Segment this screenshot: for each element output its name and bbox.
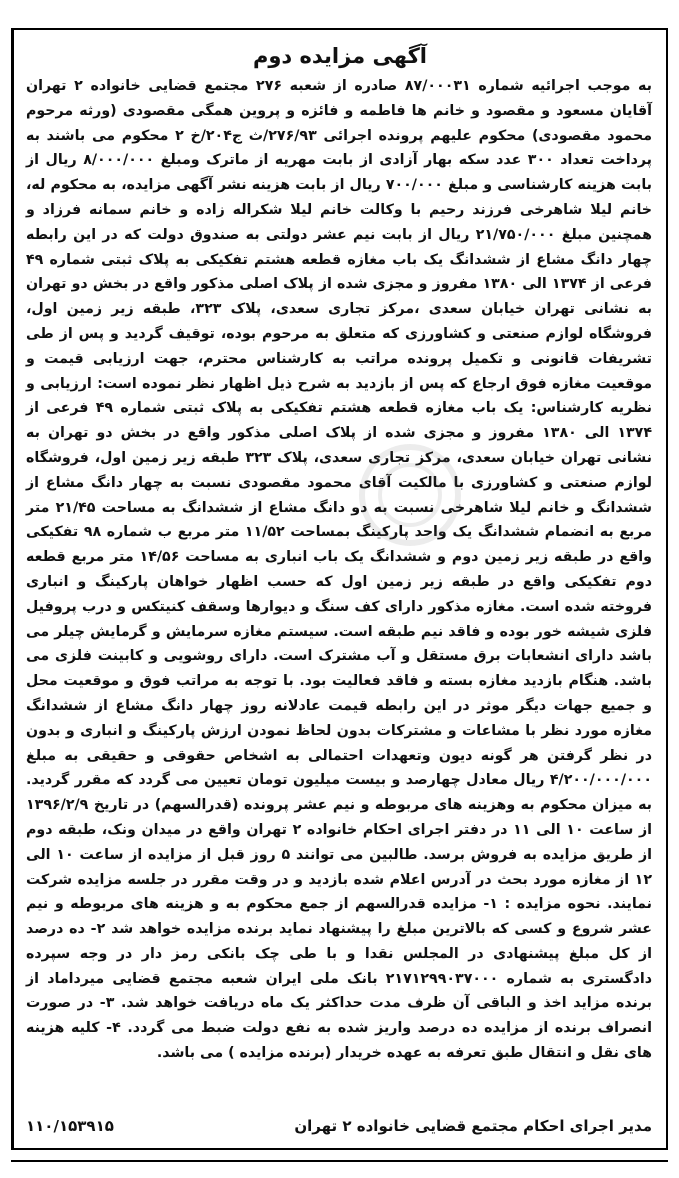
bottom-rule [11, 1160, 668, 1162]
notice-paragraph: به موجب اجرائیه شماره ۸۷/۰۰۰۳۱ صادره از شعبه ۲۷۶ مجتمع قضایی خانواده ۲ تهران آقایان مسعود و مقصود و خانم ها فاطمه و فائزه و پروین همگی مقصودی (ورثه مرحوم محمود مقصودی) محکوم علیهم پرونده اجرائی ۲۷۶/۹۳/ث ج۲۰۴/خ ۲ محکوم می باشند به پرداخت تعداد ۳۰۰ عدد سکه بهار آزادی از بابت مهریه از ماترک ومبلغ ۸/۰۰۰/۰۰۰ ریال از بابت هزینه کارشناسی و مبلغ ۷۰۰/۰۰۰ ریال از بابت هزینه نشر آگهی مزایده، به محکوم له، خانم لیلا شاهرخی فرزند رحیم با وکالت خانم لیلا شکراله زاده و خانم سمانه فرزاد و همچنین مبلغ ۲۱/۷۵۰/۰۰۰ ریال از بابت نیم عشر دولتی به صندوق دولت که در این رابطه چهار دانگ مشاع از ششدانگ یک باب مغازه قطعه هشتم تفکیکی به پلاک ثبتی شماره ۴۹ فرعی از ۱۳۷۴ الی ۱۳۸۰ مفروز و مجزی شده از پلاک اصلی مذکور واقع در بخش دو تهران به نشانی تهران خیابان سعدی ،مرکز تجاری سعدی، پلاک ۳۲۳، طبقه زیر زمین اول، فروشگاه لوازم صنعتی و کشاورزی که متعلق به مرحوم بوده، توقیف گردید و پس از طی تشریفات قانونی و تکمیل پرونده مراتب به کارشناس محترم، جهت ارزیابی قیمت و موقعیت مغازه فوق ارجاع که پس از بازدید به شرح ذیل اظهار نظر نموده است: ارزیابی و نظریه کارشناس: یک باب مغازه قطعه هشتم تفکیکی به پلاک ثبتی شماره ۴۹ فرعی از ۱۳۷۴ الی ۱۳۸۰ مفروز و مجزی شده از پلاک اصلی مذکور واقع در بخش دو تهران به نشانی تهران خیابان سعدی، مرکز تجاری سعدی، پلاک ۳۲۳ طبقه زیر زمین اول، فروشگاه لوازم صنعتی و کشاورزی با مالکیت آقای محمود مقصودی نسبت به چهار دانگ مشاع از ششدانگ و خانم لیلا شاهرخی نسبت به دو دانگ مشاع از ششدانگ به مساحت ۲۱/۴۵ متر مربع به انضمام ششدانگ یک واحد پارکینگ بمساحت ۱۱/۵۲ متر مربع ب شماره ۹۸ تفکیکی واقع در طبقه زیر زمین دوم و ششدانگ یک باب انباری به مساحت ۱۴/۵۶ متر مربع قطعه دوم تفکیکی واقع در طبقه زیر زمین اول که حسب اظهار خواهان پارکینگ و انباری فروخته شده است. مغازه مذکور دارای کف سنگ و دیوارها وسقف کنیتکس و درب پروفیل فلزی شیشه خور بوده و فاقد نیم طبقه است. سیستم مغازه سرمایش و گرمایش چیلر می باشد دارای انشعابات برق مستقل و آب مشترک است. دارای روشویی و کابینت فلزی می باشد. هنگام بازدید مغازه بسته و فاقد فعالیت بود. با توجه به مراتب فوق و موقعیت محل و جمیع جهات دیگر موثر در این رابطه قیمت عادلانه روز چهار دانگ مشاع از ششدانگ مغازه مورد نظر با مشاعات و مشترکات بدون لحاظ نمودن ارزش پارکینگ و انباری و بدون در نظر گرفتن هر گونه دیون وتعهدات احتمالی به اشخاص حقوقی و حقیقی به مبلغ ۴/۲۰۰/۰۰۰/۰۰۰ ریال معادل چهارصد و بیست میلیون تومان تعیین می گردد که مقرر گردید. به میزان محکوم به وهزینه های مربوطه و نیم عشر پرونده (قدرالسهم) در تاریخ ۱۳۹۶/۲/۹ از ساعت ۱۰ الی ۱۱ در دفتر اجرای احکام خانواده ۲ تهران واقع در میدان ونک، طبقه دوم از طریق مزایده به فروش برسد. طالبین می توانند ۵ روز قبل از مزایده از ساعت ۱۰ الی ۱۲ از مغازه مورد بحث در آدرس اعلام شده بازدید و در وقت مقرر در جلسه مزایده شرکت نمایند. نحوه مزایده : ۱- مزایده قدرالسهم از جمع محکوم به و هزینه های مربوطه و نیم عشر شروع و کسی که بالاترین مبلغ را پیشنهاد نماید برنده مزایده خواهد شد ۲- ده درصد از کل مبلغ پیشنهادی در المجلس نقدا و با طی چک بانکی رمز دار در وجه سپرده دادگستری به شماره ۲۱۷۱۲۹۹۰۳۷۰۰۰ بانک ملی ایران شعبه مجتمع قضایی میرداماد از برنده مزاید اخذ و الباقی آن ظرف مدت حداکثر یک ماه دریافت خواهد شد. ۳- در صورت انصراف برنده از مزایده ده درصد واریز شده به نفع دولت ضبط می گردد. ۴- کلیه هزینه های نقل و انتقال طبق تعرفه به عهده خریدار (برنده مزایده ) می باشد. [26, 78, 653, 1062]
notice-body [14, 74, 666, 1066]
notice-title: آگهی مزایده دوم [252, 44, 428, 68]
notice-frame [11, 28, 668, 1150]
signature: مدیر اجرای احکام مجتمع قضایی خانواده ۲ تهران [294, 1117, 652, 1135]
notice-footer [26, 1117, 652, 1135]
notice-code: ۱۱۰/۱۵۳۹۱۵ [26, 1117, 114, 1135]
